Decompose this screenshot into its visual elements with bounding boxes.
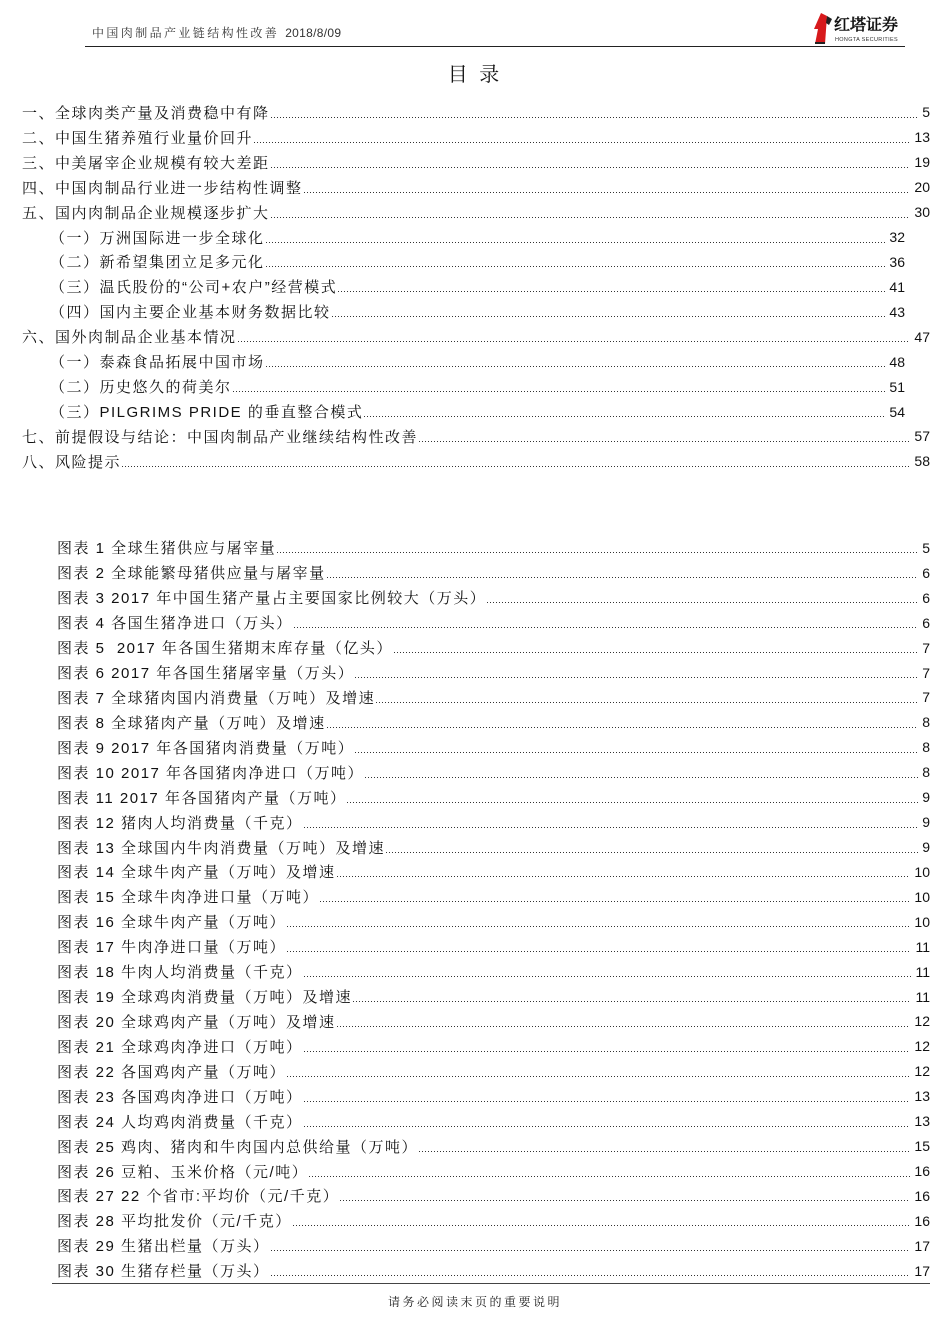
figure-entry-page: 16 (914, 1212, 930, 1229)
report-date: 2018/8/09 (285, 26, 342, 40)
figure-entry-label: 图表 12 猪肉人均消费量（千克） (57, 814, 303, 832)
toc-subentry-page: 54 (889, 403, 905, 420)
figure-entry[interactable] (57, 660, 930, 685)
figure-entry-label: 图表 2 全球能繁母猪供应量与屠宰量 (57, 565, 326, 583)
figure-entry-label: 图表 30 生猪存栏量（万头） (57, 1263, 270, 1281)
footer-disclaimer-note: 请务必阅读末页的重要说明 (387, 1295, 562, 1309)
toc-subentry[interactable] (22, 299, 905, 324)
toc-entry[interactable] (22, 125, 930, 150)
dot-leader (353, 1001, 911, 1002)
dot-leader (340, 1200, 910, 1201)
figure-entry-label: 图表 26 豆粕、玉米价格（元/吨） (57, 1163, 309, 1181)
toc-entry-label: 五、国内肉制品企业规模逐步扩大 (22, 204, 270, 222)
toc-entry-page: 30 (914, 204, 930, 221)
figure-entry-page: 7 (922, 664, 930, 681)
toc-entry[interactable] (22, 150, 930, 175)
dot-leader (294, 627, 919, 628)
figure-entry-page: 16 (914, 1187, 930, 1204)
figure-entry-page: 5 (922, 539, 930, 556)
figure-entry[interactable] (57, 1009, 930, 1034)
figure-entry[interactable] (57, 1233, 930, 1258)
toc-entry-page: 57 (914, 428, 930, 445)
figure-entry[interactable] (57, 1208, 930, 1233)
dot-leader (304, 1126, 911, 1127)
dot-leader (271, 1250, 911, 1251)
figure-entry[interactable] (57, 810, 930, 835)
dot-leader (304, 1101, 911, 1102)
figure-entry-page: 10 (914, 913, 930, 930)
dot-leader (233, 391, 886, 392)
toc-subentry[interactable] (22, 349, 905, 374)
figure-entry[interactable] (57, 1034, 930, 1059)
dot-leader (287, 951, 911, 952)
toc-subentry[interactable] (22, 225, 905, 250)
dot-leader (419, 1151, 910, 1152)
dot-leader (266, 366, 886, 367)
figure-entry[interactable] (57, 710, 930, 735)
figure-entry-label: 图表 16 全球牛肉产量（万吨） (57, 914, 287, 932)
running-header (92, 25, 341, 41)
figure-entry-label: 图表 24 人均鸡肉消费量（千克） (57, 1113, 303, 1131)
figure-entry[interactable] (57, 859, 930, 884)
toc-list (22, 100, 930, 474)
figure-entry[interactable] (57, 959, 930, 984)
figure-entry[interactable] (57, 909, 930, 934)
toc-subentry[interactable] (22, 250, 905, 275)
toc-entry-label: 一、全球肉类产量及消费稳中有降 (22, 104, 270, 122)
dot-leader (238, 341, 911, 342)
figure-entry-page: 8 (922, 714, 930, 731)
toc-entry[interactable] (22, 175, 930, 200)
figure-entry-page: 12 (914, 1038, 930, 1055)
figure-entry[interactable] (57, 1183, 930, 1208)
figure-entry[interactable] (57, 560, 930, 585)
figure-entry-label: 图表 15 全球牛肉净进口量（万吨） (57, 889, 320, 907)
figure-entry[interactable] (57, 1159, 930, 1184)
toc-entry-label: 七、前提假设与结论：中国肉制品产业继续结构性改善 (22, 428, 419, 446)
figure-entry[interactable] (57, 536, 930, 561)
figure-list (57, 536, 930, 1284)
figure-entry[interactable] (57, 785, 930, 810)
dot-leader (271, 167, 911, 168)
figure-entry-page: 6 (922, 614, 930, 631)
toc-entry-label: 三、中美屠宰企业规模有较大差距 (22, 154, 270, 172)
toc-entry-page: 13 (914, 129, 930, 146)
toc-entry-page: 5 (922, 104, 930, 121)
figure-entry[interactable] (57, 884, 930, 909)
figure-entry-label: 图表 8 全球猪肉产量（万吨）及增速 (57, 714, 326, 732)
company-logo (812, 12, 904, 46)
figure-entry-page: 11 (915, 938, 930, 955)
dot-leader (122, 466, 910, 467)
dot-leader (271, 117, 919, 118)
toc-subentry-label: （二）新希望集团立足多元化 (50, 254, 265, 272)
dot-leader (293, 1225, 911, 1226)
dot-leader (327, 577, 919, 578)
dot-leader (254, 142, 910, 143)
dot-leader (266, 242, 886, 243)
toc-entry-label: 四、中国肉制品行业进一步结构性调整 (22, 179, 303, 197)
figure-entry-label: 图表 18 牛肉人均消费量（千克） (57, 964, 303, 982)
figure-entry-page: 9 (922, 789, 930, 806)
toc-subentry-page: 43 (889, 303, 905, 320)
toc-subentry-label: （一）万洲国际进一步全球化 (50, 229, 265, 247)
toc-subentry-label: （四）国内主要企业基本财务数据比较 (50, 304, 331, 322)
logo-mark-icon (812, 12, 834, 46)
toc-entry[interactable] (22, 324, 930, 349)
dot-leader (277, 552, 918, 553)
figure-entry[interactable] (57, 610, 930, 635)
dot-leader (304, 827, 919, 828)
figure-entry-page: 10 (914, 888, 930, 905)
figure-entry-page: 8 (922, 764, 930, 781)
toc-entry-page: 58 (914, 453, 930, 470)
dot-leader (327, 727, 919, 728)
dot-leader (355, 677, 918, 678)
dot-leader (337, 1026, 911, 1027)
figure-entry[interactable] (57, 585, 930, 610)
figure-entry[interactable] (57, 735, 930, 760)
toc-entry-label: 八、风险提示 (22, 453, 122, 471)
figure-entry-label: 图表 3 2017 年中国生猪产量占主要国家比例较大（万头） (57, 590, 487, 608)
dot-leader (376, 702, 918, 703)
dot-leader (287, 926, 910, 927)
figure-entry-label: 图表 5 2017 年各国生猪期末库存量（亿头） (57, 640, 393, 658)
figure-entry-page: 12 (914, 1063, 930, 1080)
figure-entry-page: 13 (914, 1088, 930, 1105)
figure-entry-page: 11 (915, 963, 930, 980)
figure-entry-label: 图表 29 生猪出栏量（万头） (57, 1238, 270, 1256)
figure-entry-page: 10 (914, 863, 930, 880)
dot-leader (419, 441, 910, 442)
dot-leader (347, 802, 918, 803)
toc-subentry[interactable] (22, 274, 905, 299)
dot-leader (304, 976, 912, 977)
figure-entry-page: 7 (922, 639, 930, 656)
figure-entry-page: 11 (915, 988, 930, 1005)
figure-entry-label: 图表 9 2017 年各国猪肉消费量（万吨） (57, 739, 355, 757)
dot-leader (266, 266, 886, 267)
figure-entry-label: 图表 10 2017 年各国猪肉净进口（万吨） (57, 764, 365, 782)
figure-entry[interactable] (57, 1109, 930, 1134)
dot-leader (309, 1176, 910, 1177)
dot-leader (304, 1051, 911, 1052)
figure-entry-label: 图表 14 全球牛肉产量（万吨）及增速 (57, 864, 336, 882)
figure-entry-page: 12 (914, 1013, 930, 1030)
figure-entry-page: 7 (922, 689, 930, 706)
toc-title: 目 录 (447, 64, 503, 86)
figure-entry[interactable] (57, 1084, 930, 1109)
figure-entry[interactable] (57, 635, 930, 660)
figure-entry-label: 图表 11 2017 年各国猪肉产量（万吨） (57, 789, 347, 807)
footer-rule (52, 1283, 930, 1284)
dot-leader (365, 777, 918, 778)
dot-leader (487, 602, 918, 603)
figure-entry[interactable] (57, 984, 930, 1009)
toc-entry[interactable] (22, 424, 930, 449)
logo-company-name: 红塔证券 (834, 17, 899, 34)
figure-entry-label: 图表 28 平均批发价（元/千克） (57, 1213, 292, 1231)
figure-entry[interactable] (57, 1258, 930, 1283)
figure-entry-label: 图表 4 各国生猪净进口（万头） (57, 615, 293, 633)
figure-entry-page: 15 (914, 1138, 930, 1155)
dot-leader (271, 1275, 911, 1276)
dot-leader (287, 1076, 910, 1077)
toc-entry-page: 47 (914, 328, 930, 345)
toc-subentry[interactable] (22, 399, 905, 424)
toc-subentry-label: （三）温氏股份的“公司+农户”经营模式 (50, 279, 338, 297)
toc-entry-page: 20 (914, 179, 930, 196)
figure-entry-label: 图表 17 牛肉净进口量（万吨） (57, 939, 287, 957)
toc-subentry-page: 36 (889, 253, 905, 270)
figure-entry-label: 图表 7 全球猪肉国内消费量（万吨）及增速 (57, 689, 376, 707)
figure-entry-page: 6 (922, 589, 930, 606)
report-title: 中国肉制品产业链结构性改善 (92, 26, 280, 40)
figure-entry-page: 17 (914, 1262, 930, 1279)
dot-leader (271, 217, 911, 218)
dot-leader (386, 852, 918, 853)
toc-subentry-page: 48 (889, 353, 905, 370)
dot-leader (320, 901, 910, 902)
dot-leader (394, 652, 918, 653)
figure-entry[interactable] (57, 835, 930, 860)
figure-entry-label: 图表 6 2017 年各国生猪屠宰量（万头） (57, 665, 355, 683)
toc-subentry-label: （一）泰森食品拓展中国市场 (50, 354, 265, 372)
toc-subentry-page: 32 (889, 229, 905, 246)
figure-entry-label: 图表 20 全球鸡肉产量（万吨）及增速 (57, 1013, 336, 1031)
dot-leader (304, 192, 911, 193)
dot-leader (337, 876, 911, 877)
figure-entry-label: 图表 13 全球国内牛肉消费量（万吨）及增速 (57, 839, 386, 857)
figure-entry[interactable] (57, 1134, 930, 1159)
figure-entry[interactable] (57, 1059, 930, 1084)
figure-entry-label: 图表 23 各国鸡肉净进口（万吨） (57, 1088, 303, 1106)
dot-leader (338, 291, 885, 292)
toc-entry[interactable] (22, 200, 930, 225)
toc-subentry-label: （二）历史悠久的荷美尔 (50, 379, 232, 397)
figure-entry-page: 16 (914, 1163, 930, 1179)
figure-entry-page: 6 (922, 564, 930, 581)
figure-entry-page: 17 (914, 1237, 930, 1254)
toc-subentry-label: （三）PILGRIMS PRIDE 的垂直整合模式 (50, 404, 364, 422)
figure-entry-label: 图表 1 全球生猪供应与屠宰量 (57, 540, 277, 558)
toc-entry-label: 六、国外肉制品企业基本情况 (22, 329, 237, 347)
toc-entry-page: 19 (914, 154, 930, 171)
figure-entry[interactable] (57, 760, 930, 785)
figure-entry-page: 9 (922, 814, 930, 831)
dot-leader (364, 416, 885, 417)
header-rule (85, 46, 905, 47)
toc-entry[interactable] (22, 100, 930, 125)
toc-subentry-page: 41 (889, 278, 905, 295)
figure-entry-page: 9 (922, 839, 930, 856)
figure-entry-label: 图表 22 各国鸡肉产量（万吨） (57, 1063, 287, 1081)
toc-subentry-page: 51 (889, 378, 905, 395)
figure-entry-page: 8 (922, 739, 930, 756)
figure-entry[interactable] (57, 685, 930, 710)
figure-entry[interactable] (57, 934, 930, 959)
dot-leader (332, 316, 886, 317)
figure-entry-page: 13 (914, 1113, 930, 1130)
figure-entry-label: 图表 27 22 个省市:平均价（元/千克） (57, 1188, 340, 1206)
toc-entry[interactable] (22, 449, 930, 474)
figure-entry-label: 图表 25 鸡肉、猪肉和牛肉国内总供给量（万吨） (57, 1138, 419, 1156)
figure-entry-label: 图表 19 全球鸡肉消费量（万吨）及增速 (57, 989, 353, 1007)
toc-entry-label: 二、中国生猪养殖行业量价回升 (22, 129, 254, 147)
toc-subentry[interactable] (22, 374, 905, 399)
figure-entry-label: 图表 21 全球鸡肉净进口（万吨） (57, 1038, 303, 1056)
dot-leader (355, 752, 918, 753)
logo-company-subtitle: HONGTA SECURITIES (835, 36, 898, 43)
